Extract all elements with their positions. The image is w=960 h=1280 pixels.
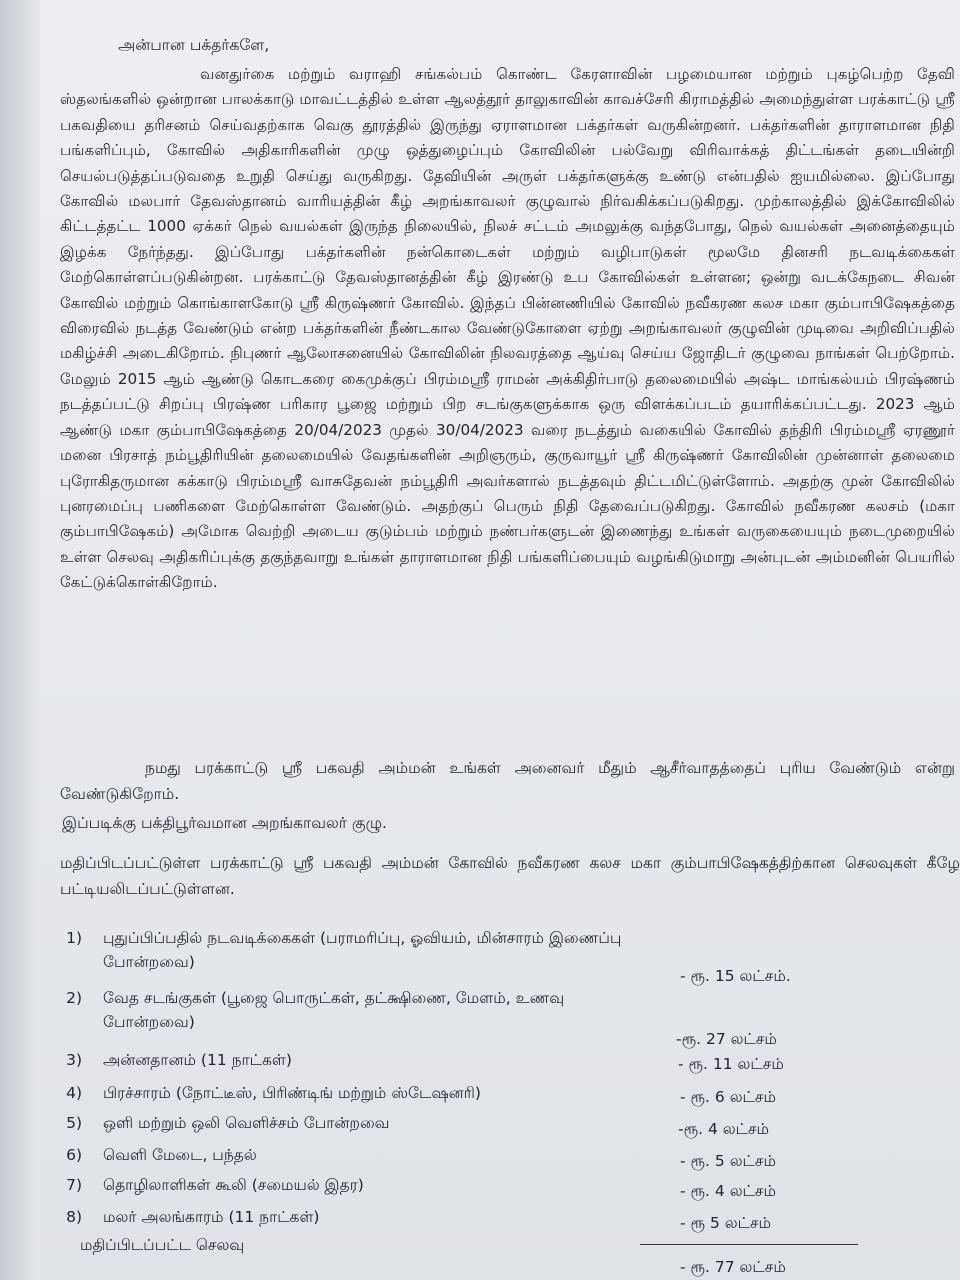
expense-number: 2) xyxy=(66,989,82,1007)
expense-list xyxy=(58,926,938,1235)
expense-description: அன்னதானம் (11 நாட்கள்) xyxy=(103,1051,292,1069)
paragraph-2-text: நமது பரக்காட்டு ஸ்ரீ பகவதி அம்மன் உங்கள் அனைவர் மீதும் ஆசீர்வாதத்தைப் புரிய வேண்டும் என்று வேண்டுகிறோம். xyxy=(60,759,955,803)
expense-row xyxy=(58,926,938,986)
expense-amount: - ரூ. 6 லட்சம் xyxy=(680,1088,776,1106)
body-paragraph-1 xyxy=(60,62,955,596)
signature-line: இப்படிக்கு பக்திபூர்வமான அறங்காவலர் குழு. xyxy=(62,814,387,832)
expense-number: 4) xyxy=(66,1084,82,1102)
expense-description: பிரச்சாரம் (நோட்டீஸ், பிரிண்டிங் மற்றும் ஸ்டேஷனரி) xyxy=(103,1084,481,1102)
expense-number: 8) xyxy=(66,1208,82,1226)
total-amount: - ரூ. 77 லட்சம் xyxy=(680,1258,786,1276)
expense-number: 7) xyxy=(66,1176,82,1194)
body-paragraph-2 xyxy=(60,756,955,807)
expense-amount: - ரூ. 15 லட்சம். xyxy=(680,967,791,985)
expense-row xyxy=(58,1143,938,1173)
expense-description: தொழிலாளிகள் கூலி (சமையல் இதர) xyxy=(103,1176,364,1194)
expense-row xyxy=(58,986,938,1046)
expense-description: புதுப்பிப்பதில் நடவடிக்கைகள் (பராமரிப்பு, ஓவியம், மின்சாரம் இணைப்பு போன்றவை) xyxy=(103,929,622,971)
expense-row xyxy=(58,1173,938,1205)
expense-amount: - ரூ 5 லட்சம் xyxy=(680,1214,772,1232)
expense-description: வெளி மேடை, பந்தல் xyxy=(103,1146,257,1164)
expense-amount: -ரூ. 27 லட்சம் xyxy=(676,1030,777,1048)
expense-description: மலர் அலங்காரம் (11 நாட்கள்) xyxy=(103,1208,320,1226)
total-divider xyxy=(640,1244,858,1245)
expense-description: ஒளி மற்றும் ஒலி வெளிச்சம் போன்றவை xyxy=(103,1114,390,1132)
salutation: அன்பான பக்தர்களே, xyxy=(118,36,270,54)
page-edge-shadow xyxy=(0,0,40,1280)
paragraph-1-text: வனதுர்கை மற்றும் வராஹி சங்கல்பம் கொண்ட கேரளாவின் பழமையான மற்றும் புகழ்பெற்ற தேவி ஸ்தலங்களில் ஒன்றான பாலக்காடு மாவட்டத்தில் உள்ள ஆலத்தூர் தாலுகாவின் காவச்சேரி கிராமத்தில் அமைந்துள்ள பரக்காட்டு ஸ்ரீ பகவதியை தரிசனம் செய்வதற்காக வெகு தூரத்தில் இருந்து ஏராளமான பக்தர்கள் வருகின்றனர். பக்தர்களின் தாராளமான நிதி பங்களிப்பும், கோவில் அதிகாரிகளின் முழு ஒத்துழைப்பும் கோவிலின் பல்வேறு விரிவாக்கத் திட்டங்கள் தடையின்றி செயல்படுத்தப்படுவதை உறுதி செய்து வருகிறது. தேவியின் அருள் பக்தர்களுக்கு உண்டு என்பதில் ஐயமில்லை. இப்போது கோவில் மலபார் தேவஸ்தானம் வாரியத்தின் கீழ் அறங்காவலர் குழுவால் நிர்வகிக்கப்படுகிறது. முற்காலத்தில் இக்கோவிலில் கிட்டத்தட்ட 1000 ஏக்கர் நெல் வயல்கள் இருந்த நிலையில், நிலச் சட்டம் அமலுக்கு வந்தபோது, நெல் வயல்கள் அனைத்தையும் இழக்க நேர்ந்தது. இப்போது பக்தர்களின் நன்கொடைகள் மற்றும் வழிபாடுகள் மூலமே தினசரி நடவடிக்கைகள் மேற்கொள்ளப்படுகின்றன. பரக்காட்டு தேவஸ்தானத்தின் கீழ் இரண்டு உப கோவில்கள் உள்ளன; ஒன்று வடக்கேநடை சிவன் கோவில் மற்றும் கொங்காளகோடு ஸ்ரீ கிருஷ்ணர் கோவில். இந்தப் பின்னணியில் கோவில் நவீகரண கலச மகா கும்பாபிஷேகத்தை விரைவில் நடத்த வேண்டும் என்ற பக்தர்களின் நீண்டகால வேண்டுகோளை ஏற்று அறங்காவலர் குழுவின் முடிவை அறிவிப்பதில் மகிழ்ச்சி அடைகிறோம். நிபுணர் ஆலோசனையில் கோவிலின் நிலவரத்தை ஆய்வு செய்ய ஜோதிடர் குழுவை நாங்கள் பெற்றோம். மேலும் 2015 ஆம் ஆண்டு கொடகரை கைமுக்குப் பிரம்மஸ்ரீ ராமன் அக்கிதிர்பாடு தலைமையில் அஷ்ட மாங்கல்யம் பிரஷ்ணம் நடத்தப்பட்டு சிறப்பு பிரஷ்ண பரிகார பூஜை மற்றும் பிற சடங்குகளுக்காக ஒரு விளக்கப்படம் தயாரிக்கப்பட்டது. 2023 ஆம் ஆண்டு மகா கும்பாபிஷேகத்தை 20/04/2023 முதல் 30/04/2023 வரை நடத்தும் வகையில் கோவில் தந்திரி பிரம்மஸ்ரீ ஏரணூர் மனை பிரசாத் நம்பூதிரியின் தலைமையில் வேதங்களின் அறிஞரும், குருவாயூர் ஸ்ரீ கிருஷ்ணர் கோவிலின் முன்னாள் தலைமை புரோகிதருமான கக்காடு பிரம்மஸ்ரீ வாசுதேவன் நம்பூதிரி அவர்களால் நடத்தவும் திட்டமிட்டுள்ளோம். அதற்கு முன் கோவிலில் புனரமைப்பு பணிகளை மேற்கொள்ள வேண்டும். அதற்குப் பெரும் நிதி தேவைப்படுகிறது. கோவில் நவீகரண கலசம் (மகா கும்பாபிஷேகம்) அமோக வெற்றி அடைய குடும்பம் மற்றும் நண்பர்களுடன் இணைந்து உங்கள் வருகையையும் நடைமுறையில் உள்ள செலவு அதிகரிப்புக்கு தகுந்தவாறு உங்கள் தாராளமான நிதி பங்களிப்பையும் வழங்கிடுமாறு அன்புடன் அம்மனின் பெயரில் கேட்டுக்கொள்கிறோம். xyxy=(60,65,955,592)
total-label: மதிப்பிடப்பட்ட செலவு xyxy=(80,1236,245,1254)
expense-row xyxy=(58,1111,938,1143)
expense-number: 3) xyxy=(66,1051,82,1069)
expense-amount: - ரூ. 11 லட்சம் xyxy=(678,1055,784,1073)
expense-amount: -ரூ. 4 லட்சம் xyxy=(678,1120,770,1138)
expense-number: 5) xyxy=(66,1114,82,1132)
expense-amount: - ரூ. 4 லட்சம் xyxy=(680,1182,776,1200)
expense-number: 6) xyxy=(66,1146,82,1164)
expense-amount: - ரூ. 5 லட்சம் xyxy=(680,1152,776,1170)
expense-row xyxy=(58,1081,938,1111)
expense-intro-paragraph: மதிப்பிடப்பட்டுள்ள பரக்காட்டு ஸ்ரீ பகவதி அம்மன் கோவில் நவீகரண கலச மகா கும்பாபிஷேகத்திற்கான செலவுகள் கீழே பட்டியலிடப்பட்டுள்ளன. xyxy=(60,854,960,898)
expense-row xyxy=(58,1205,938,1235)
expense-description: வேத சடங்குகள் (பூஜை பொருட்கள், தட்க்ஷிணை, மேளம், உணவு போன்றவை) xyxy=(103,989,565,1031)
expense-row xyxy=(58,1048,938,1081)
expense-number: 1) xyxy=(66,929,82,947)
